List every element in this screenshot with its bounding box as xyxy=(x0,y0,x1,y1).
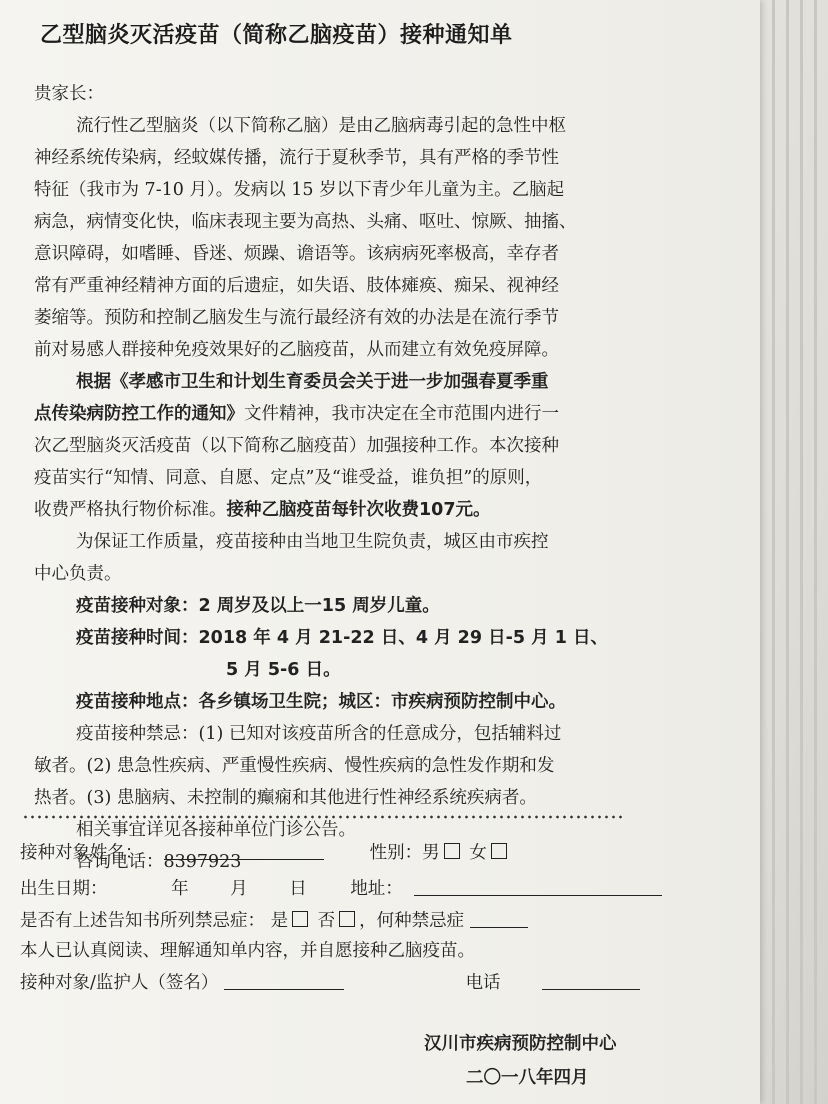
hotline: 咨询电话：8397923 xyxy=(76,852,242,872)
contraindication-line: 热者。(3) 患脑病、未控制的癫痫和其他进行性神经系统疾病者。 xyxy=(34,788,537,808)
time-label: 疫苗接种时间： xyxy=(76,628,199,648)
phone-label: 电话 xyxy=(465,973,501,993)
vaccination-time-cont: 5 月 5-6 日。 xyxy=(226,660,341,680)
contraindication-field[interactable] xyxy=(470,905,528,928)
para2-line: 次乙型脑炎灭活疫苗（以下简称乙脑疫苗）加强接种工作。本次接种 xyxy=(34,436,559,456)
address-field[interactable] xyxy=(414,873,662,896)
para1-line: 病急，病情变化快，临床表现主要为高热、头痛、呕吐、惊厥、抽搐、 xyxy=(34,212,577,232)
vaccination-targets: 疫苗接种对象：2 周岁及以上一15 周岁儿童。 xyxy=(76,596,440,616)
name-field[interactable] xyxy=(164,837,324,860)
name-label: 接种对象姓名： xyxy=(20,843,143,863)
male-checkbox[interactable] xyxy=(444,843,460,859)
address-label: 地址： xyxy=(350,879,403,899)
male-label: 男 xyxy=(422,843,440,863)
doc-reference: 点传染病防控工作的通知》 xyxy=(34,404,244,424)
para2-line: 疫苗实行“知情、同意、自愿、定点”及“谁受益，谁负担”的原则， xyxy=(34,468,543,488)
issuing-organization: 汉川市疾病预防控制中心 xyxy=(424,1034,617,1054)
contraindication-line: 敏者。(2) 患急性疾病、严重慢性疾病、慢性疾病的急性发作期和发 xyxy=(34,756,555,776)
notice-line: 相关事宜详见各接种单位门诊公告。 xyxy=(76,820,356,840)
gender-label: 性别： xyxy=(369,843,423,863)
para2-line xyxy=(34,494,694,526)
document-title: 乙型脑炎灭活疫苗（简称乙脑疫苗）接种通知单 xyxy=(40,23,513,48)
para2-line: 根据《孝感市卫生和计划生育委员会关于进一步加强春夏季重 xyxy=(76,372,549,392)
vaccination-location: 疫苗接种地点：各乡镇场卫生院；城区：市疾病预防控制中心。 xyxy=(76,692,566,712)
time-dates: 2018 年 4 月 21-22 日、4 月 29 日-5 月 1 日、 xyxy=(198,628,609,648)
para1-line: 特征（我市为 7-10 月）。发病以 15 岁以下青少年儿童为主。乙脑起 xyxy=(34,180,565,200)
contraindication-line: 疫苗接种禁忌：(1) 已知对该疫苗所含的任意成分，包括辅料过 xyxy=(76,724,562,744)
phone-field[interactable] xyxy=(542,967,640,990)
no-checkbox[interactable] xyxy=(339,911,355,927)
signature-field[interactable] xyxy=(224,967,344,990)
para2-line xyxy=(34,398,694,430)
yes-label: 是 xyxy=(270,911,289,931)
no-label: 否 xyxy=(317,911,336,931)
signature-label: 接种对象/监护人（签名） xyxy=(20,973,219,993)
greeting: 贵家长： xyxy=(34,84,104,104)
para2-text: 文件精神，我市决定在全市范围内进行一 xyxy=(244,404,559,424)
para1-line: 前对易感人群接种免疫效果好的乙脑疫苗，从而建立有效免疫屏障。 xyxy=(34,340,559,360)
year-label: 年 xyxy=(171,879,189,899)
female-checkbox[interactable] xyxy=(491,843,507,859)
birth-label: 出生日期： xyxy=(20,879,108,899)
female-label: 女 xyxy=(469,843,487,863)
para1-line: 常有严重神经精神方面的后遗症，如失语、肢体瘫痪、痴呆、视神经 xyxy=(34,276,559,296)
para1-line: 流行性乙型脑炎（以下简称乙脑）是由乙脑病毒引起的急性中枢 xyxy=(76,116,566,136)
para1-line: 意识障碍，如嗜睡、昏迷、烦躁、谵语等。该病病死率极高，幸存者 xyxy=(34,244,559,264)
yes-checkbox[interactable] xyxy=(292,911,308,927)
issue-date: 二〇一八年四月 xyxy=(466,1068,589,1088)
form-row-contraindication xyxy=(20,904,528,938)
para3-line: 中心负责。 xyxy=(34,564,122,584)
month-label: 月 xyxy=(230,879,248,899)
cut-line xyxy=(22,815,622,819)
form-row-name xyxy=(20,836,511,870)
day-label: 日 xyxy=(289,879,307,899)
contraindication-question: 是否有上述告知书所列禁忌症： xyxy=(20,911,265,931)
vaccination-time xyxy=(34,622,694,654)
consent-statement: 本人已认真阅读、理解通知单内容，并自愿接种乙脑疫苗。 xyxy=(20,941,475,961)
form-row-signature xyxy=(20,966,640,1000)
para2-text: 收费严格执行物价标准。 xyxy=(34,500,227,520)
para3-line: 为保证工作质量，疫苗接种由当地卫生院负责，城区由市疾控 xyxy=(76,532,549,552)
para1-line: 神经系统传染病，经蚊媒传播，流行于夏秋季节，具有严格的季节性 xyxy=(34,148,559,168)
which-label: ，何种禁忌症 xyxy=(359,911,465,931)
form-row-birth xyxy=(20,872,662,906)
para1-line: 萎缩等。预防和控制乙脑发生与流行最经济有效的办法是在流行季节 xyxy=(34,308,559,328)
fee-statement: 接种乙脑疫苗每针次收费107元。 xyxy=(226,500,491,520)
notice-body xyxy=(34,78,694,878)
